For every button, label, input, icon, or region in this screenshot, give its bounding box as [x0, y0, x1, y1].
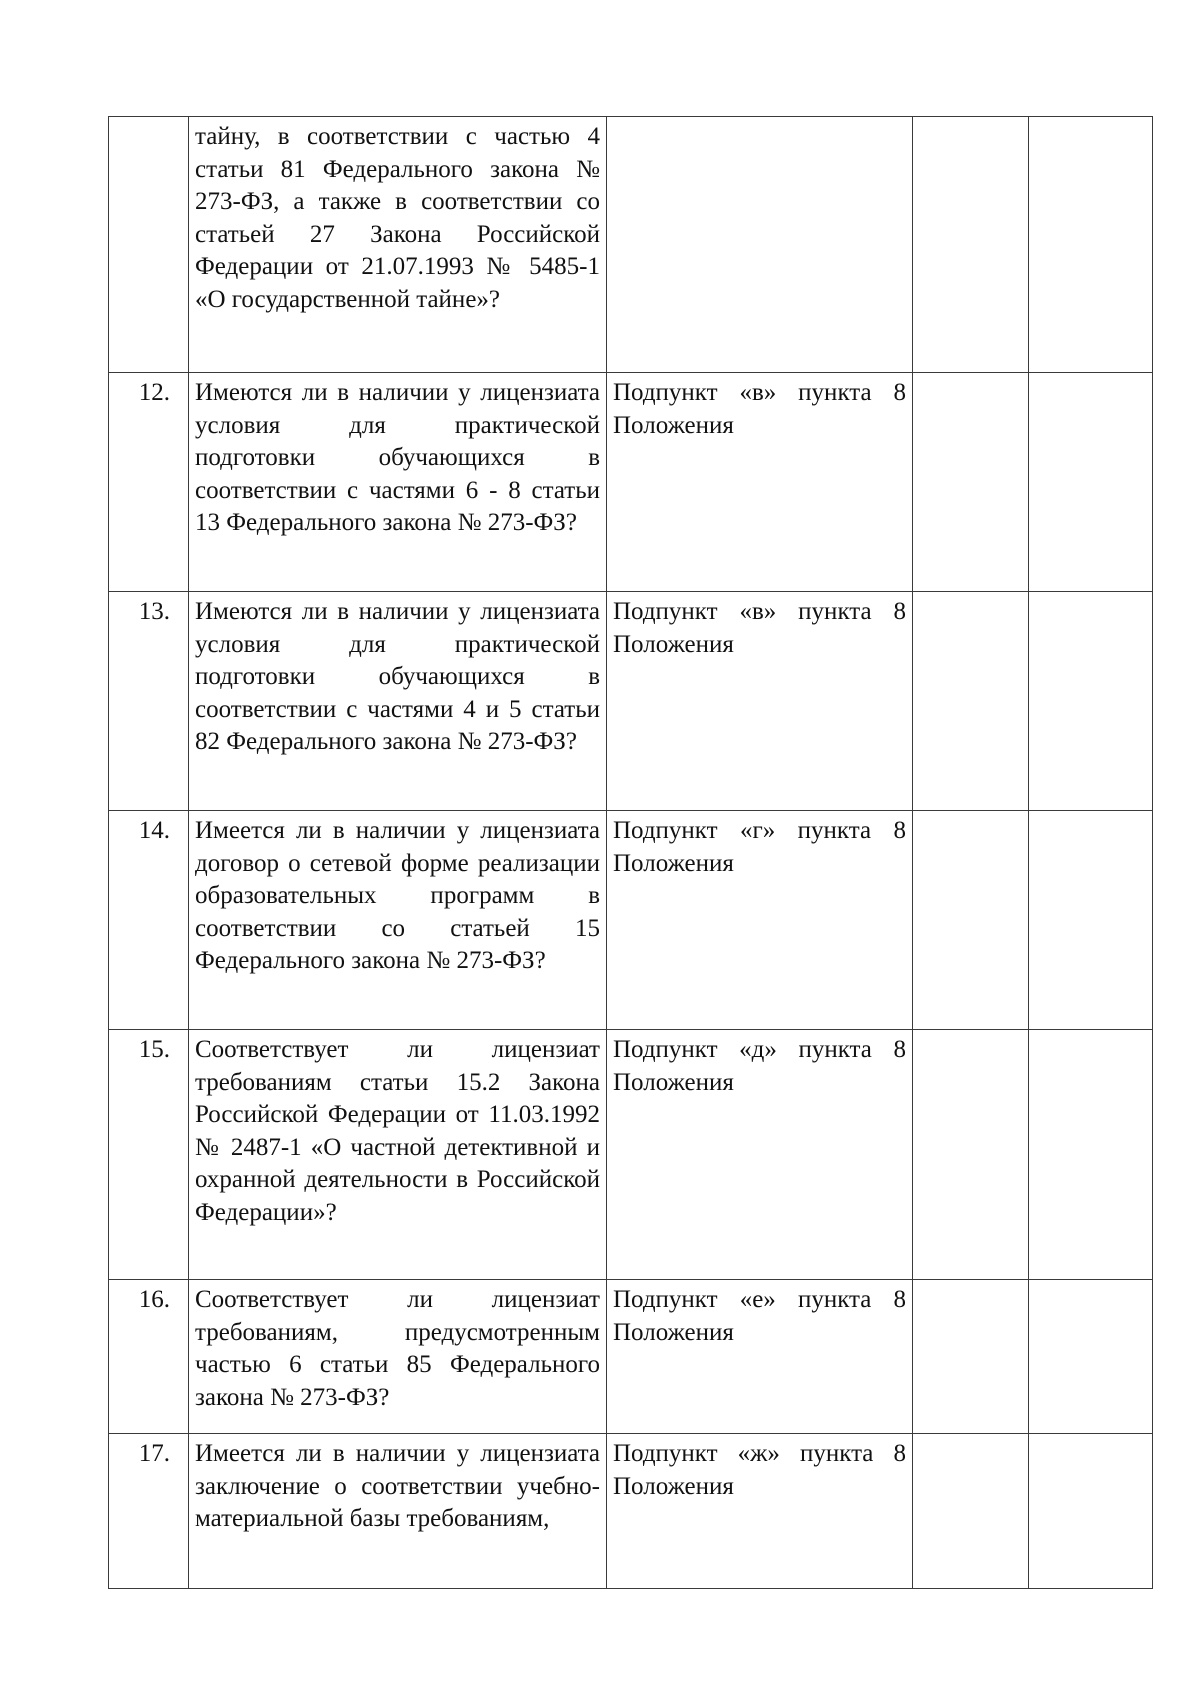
row-number — [109, 117, 189, 373]
reference-text: Подпункт «е» пункта 8 Положения — [607, 1280, 913, 1434]
question-text: Соответствует ли лицензиат требованиям статьи 15.2 Закона Российской Федерации от 11.03.1992 № 2487-1 «О частной детективной и охранной деятельности в Российской Федерации»? — [189, 1030, 607, 1280]
question-text: Имеются ли в наличии у лицензиата условия для практической подготовки обучающихся в соответствии с частями 6 - 8 статьи 13 Федерального закона № 273-ФЗ? — [189, 373, 607, 592]
table-row — [109, 373, 1153, 592]
checklist-table — [108, 116, 1153, 1589]
question-text: Соответствует ли лицензиат требованиям, предусмотренным частью 6 статьи 85 Федерального закона № 273-ФЗ? — [189, 1280, 607, 1434]
note-cell — [1029, 811, 1153, 1030]
row-number: 16. — [109, 1280, 189, 1434]
note-cell — [1029, 117, 1153, 373]
answer-cell — [913, 592, 1029, 811]
reference-text — [607, 117, 913, 373]
answer-cell — [913, 1280, 1029, 1434]
answer-cell — [913, 117, 1029, 373]
question-text: тайну, в соответствии с частью 4 статьи 81 Федерального закона № 273-ФЗ, а также в соответствии со статьей 27 Закона Российской Федерации от 21.07.1993 № 5485-1 «О государственной тайне»? — [189, 117, 607, 373]
answer-cell — [913, 811, 1029, 1030]
row-number: 15. — [109, 1030, 189, 1280]
reference-text: Подпункт «ж» пункта 8 Положения — [607, 1434, 913, 1589]
note-cell — [1029, 1030, 1153, 1280]
note-cell — [1029, 1280, 1153, 1434]
table-row — [109, 117, 1153, 373]
question-text: Имеется ли в наличии у лицензиата заключение о соответствии учебно-материальной базы требованиям, — [189, 1434, 607, 1589]
row-number: 12. — [109, 373, 189, 592]
answer-cell — [913, 373, 1029, 592]
note-cell — [1029, 592, 1153, 811]
note-cell — [1029, 1434, 1153, 1589]
table-row — [109, 592, 1153, 811]
note-cell — [1029, 373, 1153, 592]
reference-text: Подпункт «в» пункта 8 Положения — [607, 373, 913, 592]
reference-text: Подпункт «в» пункта 8 Положения — [607, 592, 913, 811]
row-number: 14. — [109, 811, 189, 1030]
table-row — [109, 1434, 1153, 1589]
question-text: Имеются ли в наличии у лицензиата условия для практической подготовки обучающихся в соответствии с частями 4 и 5 статьи 82 Федерального закона № 273-ФЗ? — [189, 592, 607, 811]
table-row — [109, 811, 1153, 1030]
answer-cell — [913, 1434, 1029, 1589]
table-row — [109, 1280, 1153, 1434]
row-number: 13. — [109, 592, 189, 811]
answer-cell — [913, 1030, 1029, 1280]
question-text: Имеется ли в наличии у лицензиата договор о сетевой форме реализации образовательных программ в соответствии со статьей 15 Федерального закона № 273-ФЗ? — [189, 811, 607, 1030]
reference-text: Подпункт «д» пункта 8 Положения — [607, 1030, 913, 1280]
row-number: 17. — [109, 1434, 189, 1589]
table-row — [109, 1030, 1153, 1280]
reference-text: Подпункт «г» пункта 8 Положения — [607, 811, 913, 1030]
